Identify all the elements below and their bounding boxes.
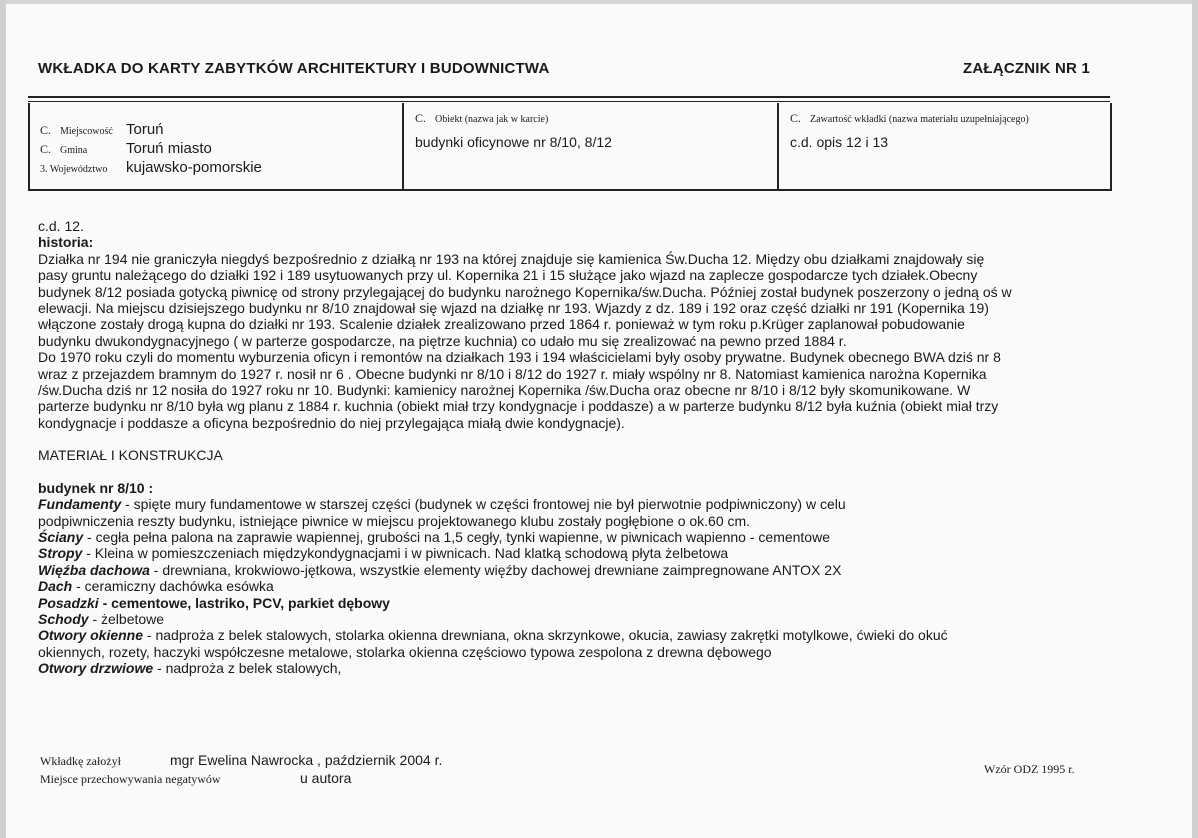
historia-line: budynku dwukondygnacyjnego ( w parterze gospodarcze, na piętrze kuchnia) co udało mu się zrealizować na pewno przed 1884 r.	[38, 332, 847, 349]
author-label: Wkładkę założył	[40, 754, 121, 768]
gmina-value: Toruń miasto	[126, 140, 212, 157]
annex-label: ZAŁĄCZNIK NR 1	[963, 60, 1090, 77]
miejscowosc-value: Toruń	[126, 121, 164, 138]
historia-line: kondygnacje i poddasze a oficyna bezpośrednio do niej przylegająca miałą dwie kondygnacje).	[38, 414, 625, 431]
object-value: budynki oficynowe nr 8/10, 8/12	[415, 134, 612, 150]
storage-label: Miejsce przechowywania negatywów	[40, 772, 221, 786]
miejscowosc-label: Miejscowość	[60, 126, 113, 137]
material-heading: MATERIAŁ I KONSTRUKCJA	[38, 447, 223, 464]
historia-line: elewacji. Na miejscu dzisiejszego budynku nr 8/10 znajdował się wjazd na działkę nr 193. Wjazdy z dz. 189 i 192 oraz część działki nr 191 (Kopernika 19)	[38, 300, 989, 317]
historia-line: wraz z przejazdem bramnym do 1927 r. nosił nr 6 . Obecne budynki nr 8/10 i 8/12 do 1927 r. miały wspólny nr 8. Natomiast kamienica narożna Kopernika	[38, 365, 987, 382]
object-label: Obiekt (nazwa jak w karcie)	[435, 114, 549, 125]
fundamenty-line: Fundamenty - spięte mury fundamentowe w starszej części (budynek w części frontowej nie był pierwotnie podpiwniczony) w celu	[38, 496, 846, 513]
historia-line: Działka nr 194 nie graniczyła niegdyś bezpośrednio z działką nr 193 na której znajduje się kamienica Św.Ducha 12. Między obu działkami znajdowały się	[38, 250, 985, 267]
storage-value: u autora	[300, 770, 352, 786]
historia-line: włączone zostały drogą kupna do działki nr 193. Scalenie działek zrealizowano przed 1864 r. ponieważ w tym roku p.Krüger zaplanował pobudowanie	[38, 316, 965, 333]
wojewodztwo-row	[40, 159, 262, 177]
model-label: Wzór ODZ 1995 r.	[984, 762, 1075, 776]
historia-line: budynek 8/12 posiada gotycką piwnicę od strony przylegającej do budynku narożnego Kopernika/św.Ducha. Później został budynek poszerzony o jedną oś w	[38, 283, 1012, 300]
wojewodztwo-label: 3. Województwo	[40, 164, 108, 175]
okienne-line: Otwory okienne - nadproża z belek stalowych, stolarka okienna drewniana, okna skrzynkowe, okucia, zawiasy zakrętki motylkowe, ćwieki do okuć	[38, 627, 948, 644]
building-heading: budynek nr 8/10 :	[38, 479, 154, 496]
wiezba-line: Więźba dachowa - drewniana, krokwiowo-jętkowa, wszystkie elementy więźby dachowej drewniane zaimpregnowane ANTOX 2X	[38, 561, 842, 578]
schody-line: Schody - żelbetowe	[38, 610, 165, 627]
author-value: mgr Ewelina Nawrocka , październik 2004 r.	[170, 752, 443, 768]
storage-row	[40, 770, 351, 787]
drzwiowe-line: Otwory drzwiowe - nadproża z belek stalowych,	[38, 660, 342, 677]
document-body	[38, 218, 1138, 677]
scan-top-edge	[0, 0, 1198, 4]
historia-text	[38, 251, 1138, 431]
form-title: WKŁADKA DO KARTY ZABYTKÓW ARCHITEKTURY I BUDOWNICTWA	[38, 60, 550, 77]
historia-line: pasy gruntu należącego do działki 192 i 189 usytuowanych przy ul. Kopernika 21 i 15 służące jako wjazd na zaplecze gospodarcze tych działek.Obecny	[38, 267, 978, 284]
object-cell: C. Obiekt (nazwa jak w karcie) budynki oficynowe nr 8/10, 8/12	[415, 111, 612, 150]
wojewodztwo-value: kujawsko-pomorskie	[126, 159, 262, 176]
historia-heading: historia:	[38, 234, 94, 251]
stropy-line: Stropy - Kleina w pomieszczeniach międzykondygnacjami i w piwnicach. Nad klatką schodową płyta żelbetowa	[38, 545, 729, 562]
historia-line: parterze budynku nr 8/10 była wg planu z 1884 r. kuchnia (obiekt miał trzy kondygnacje i poddasze) a w parterze budynku 8/12 była kuźnia (obiekt miał trzy	[38, 398, 999, 415]
posadzki-line: Posadzki - cementowe, lastriko, PCV, parkiet dębowy	[38, 594, 390, 611]
fundamenty-line-2: podpiwniczenia reszty budynku, istniejące piwnice w miejscu projektowanego klubu zostały pogłębione o ok.60 cm.	[38, 512, 751, 529]
header-rule-top	[28, 96, 1110, 98]
content-cell: C. Zawartość wkładki (nazwa materiału uzupełniającego) c.d. opis 12 i 13	[790, 111, 1029, 150]
historia-line: /św.Ducha dziś nr 12 nosiła do 1927 roku nr 10. Budynki: kamienicy narożnej Kopernika /św.Ducha oraz obecne nr 8/10 i 8/12 były skomunikowane. W	[38, 382, 971, 399]
header-rule-bottom	[28, 101, 1110, 102]
miejscowosc-row: C. Miejscowość Toruń	[40, 121, 164, 138]
author-row	[40, 752, 442, 769]
gmina-label: Gmina	[60, 145, 88, 156]
okienne-line-2: okiennych, rozety, haczyki współczesne metalowe, stolarka okienna częściowo typowa zespolona z drewna dębowego	[38, 643, 772, 660]
table-divider-1	[402, 103, 404, 189]
content-value: c.d. opis 12 i 13	[790, 134, 889, 150]
sciany-line: Ściany - cegła pełna palona na zaprawie wapiennej, grubości na 1,5 cegły, tynki wapienne, w piwnicach wapienno - cementowe	[38, 528, 830, 545]
info-table	[28, 103, 1112, 191]
historia-line: Do 1970 roku czyli do momentu wyburzenia oficyn i remontów na działkach 193 i 194 właścicielami były osoby prywatne. Budynek obecnego BWA dziś nr 8	[38, 349, 1001, 366]
gmina-row: C. Gmina Toruń miasto	[40, 140, 212, 157]
scan-left-edge	[0, 0, 6, 838]
scan-right-edge	[1192, 0, 1198, 838]
content-label: Zawartość wkładki (nazwa materiału uzupełniającego)	[810, 114, 1029, 125]
continuation-note: c.d. 12.	[38, 218, 84, 234]
dach-line: Dach - ceramiczny dachówka esówka	[38, 578, 274, 595]
table-divider-2	[777, 103, 779, 189]
